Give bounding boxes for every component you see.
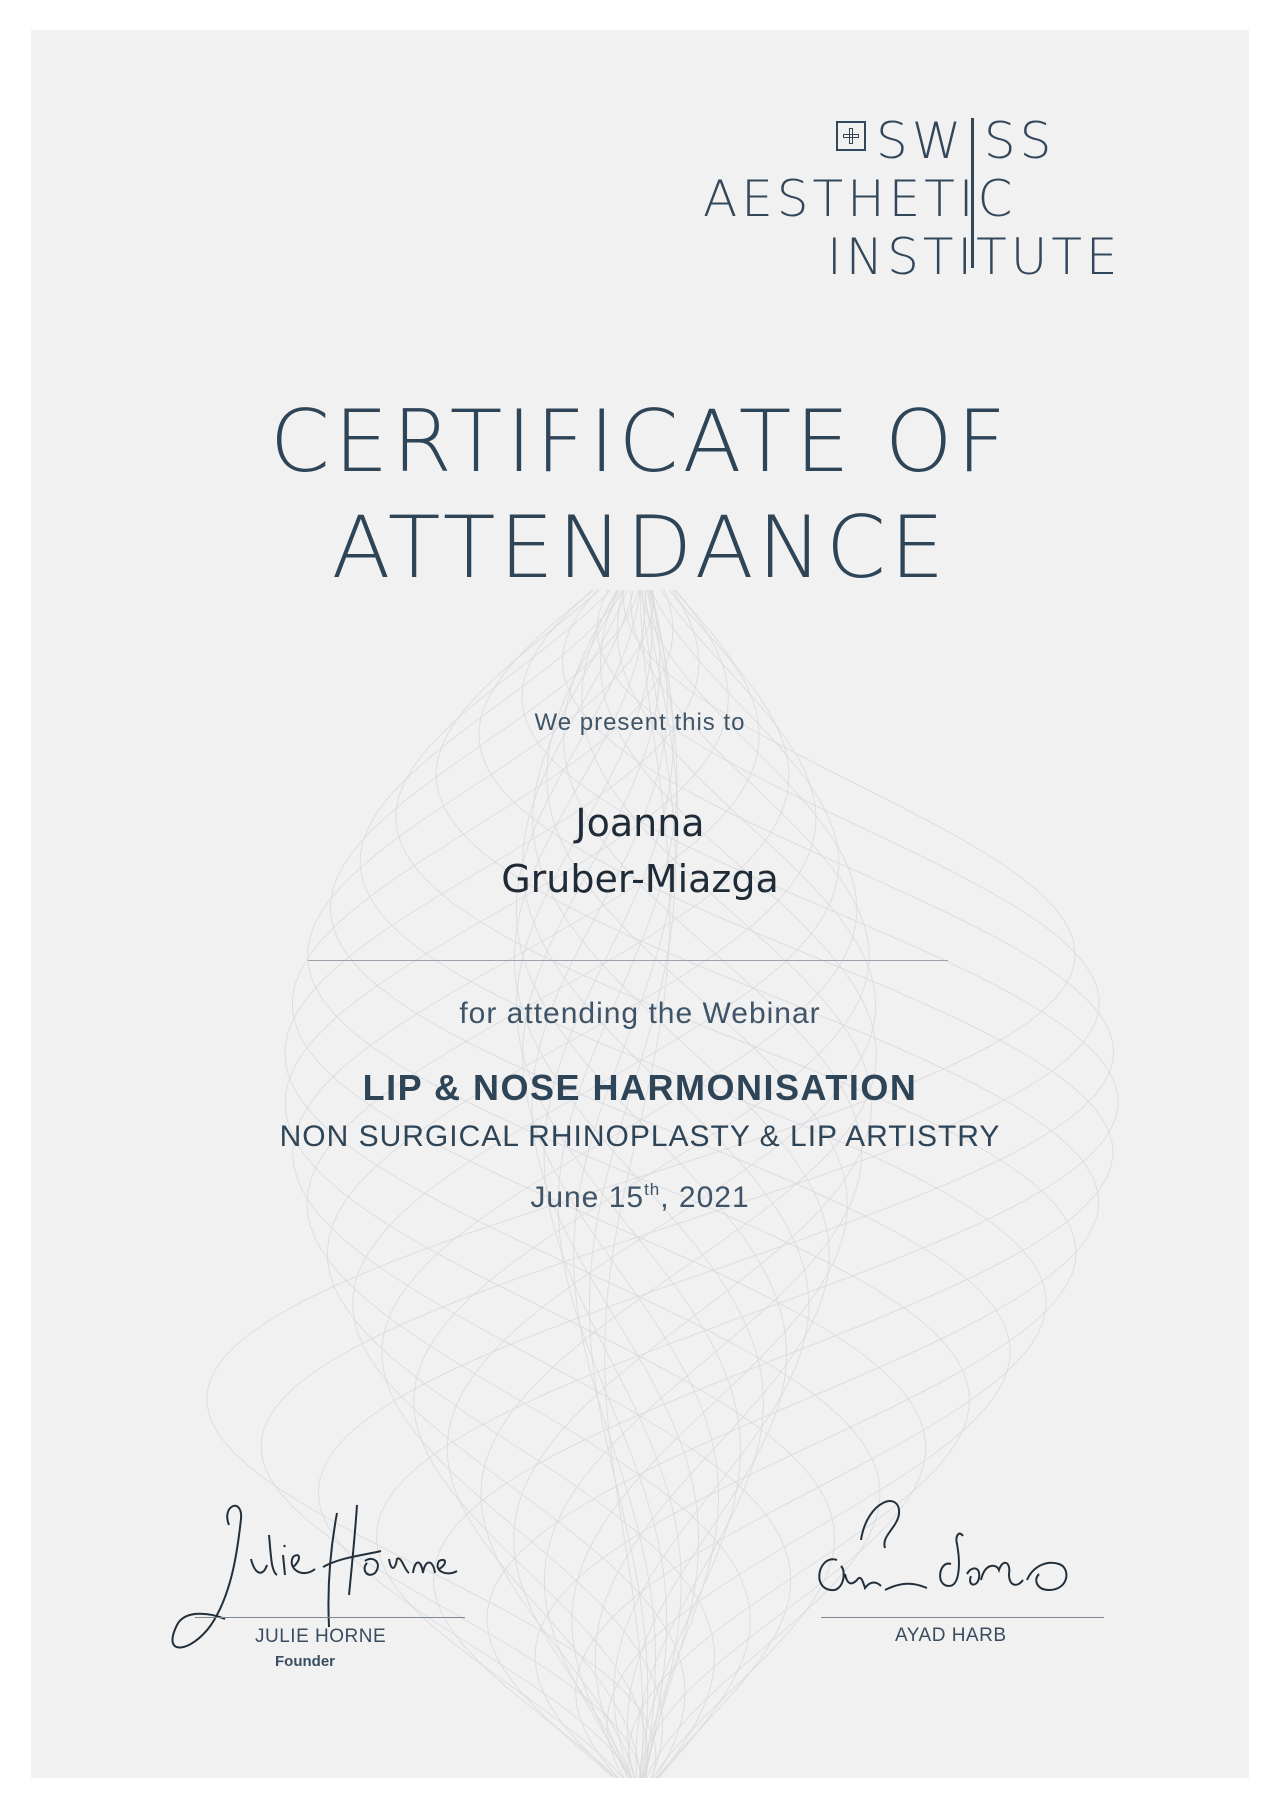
certificate-title-line1: CERTIFICATE OF <box>269 392 1011 492</box>
logo-word-institute: INSTITUTE <box>827 228 1122 286</box>
recipient-last-name: Gruber-Miazga <box>501 857 779 901</box>
signatory-name: AYAD HARB <box>895 1625 1007 1646</box>
certificate-page <box>31 30 1249 1778</box>
recipient-first-name: Joanna <box>575 801 705 845</box>
course-title: LIP & NOSE HARMONISATION <box>362 1067 918 1108</box>
signature-line <box>821 1617 1104 1618</box>
date-year: , 2021 <box>660 1181 750 1214</box>
presented-to-text: We present this to <box>534 709 746 736</box>
event-date <box>31 1180 1249 1215</box>
date-day: June 15 <box>530 1181 645 1214</box>
institute-logo <box>31 30 1249 290</box>
reason-text: for attending the Webinar <box>459 997 821 1030</box>
swiss-cross-icon <box>836 121 866 151</box>
course-subtitle: NON SURGICAL RHINOPLASTY & LIP ARTISTRY <box>279 1120 1001 1153</box>
signatory-role: Founder <box>275 1653 335 1670</box>
signatory-name: JULIE HORNE <box>255 1626 387 1647</box>
name-divider <box>308 960 948 961</box>
certificate-title-line2: ATTENDANCE <box>331 498 949 598</box>
signature-block-second <box>801 1470 1131 1660</box>
date-ordinal: th <box>644 1180 661 1199</box>
signature-block-founder <box>151 1485 481 1675</box>
signature-line <box>195 1617 465 1618</box>
logo-word-swiss: SWISS <box>876 112 1056 170</box>
logo-word-aesthetic: AESTHETIC <box>703 170 1017 228</box>
